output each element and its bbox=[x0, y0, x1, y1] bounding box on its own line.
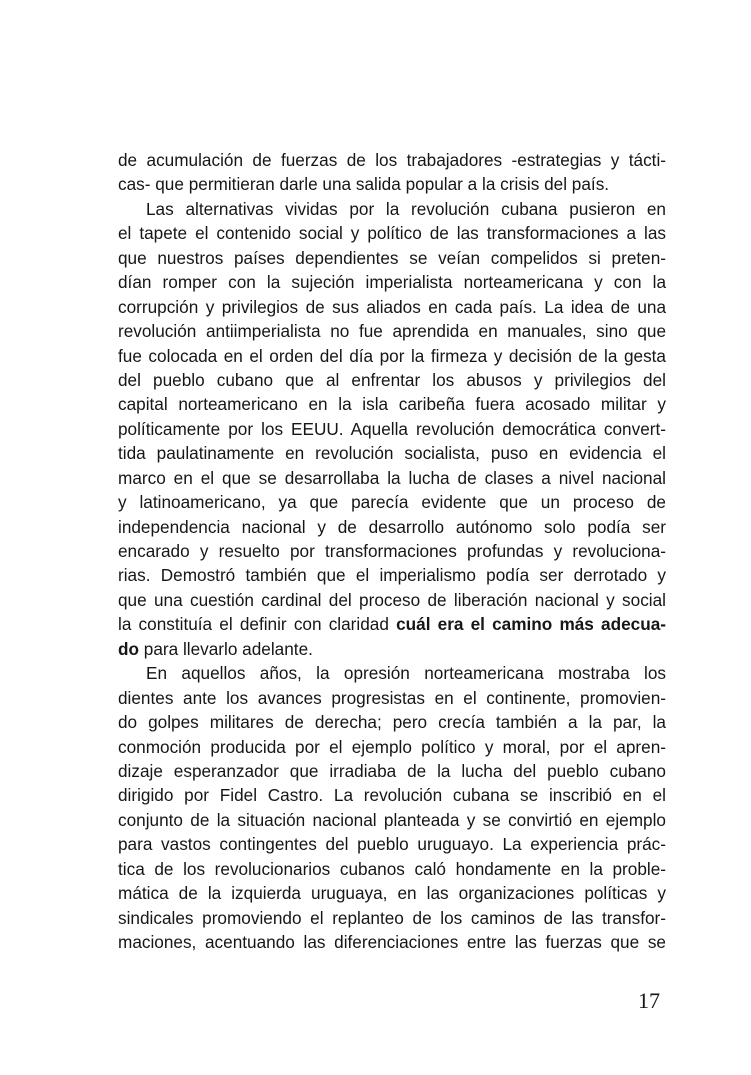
text-line bbox=[118, 930, 666, 954]
text-segment: cas- que permitieran darle una salida popular a la crisis del país. bbox=[118, 174, 610, 195]
text-segment: sindicales promoviendo el replanteo de los caminos de las transfor- bbox=[118, 907, 666, 928]
text-line bbox=[118, 783, 666, 807]
text-line bbox=[118, 246, 666, 270]
text-line bbox=[118, 906, 666, 930]
text-line bbox=[118, 808, 666, 832]
text-segment: tica de los revolucionarios cubanos caló hondamente en la proble- bbox=[118, 858, 666, 879]
text-segment: conmoción producida por el ejemplo político y moral, por el apren- bbox=[118, 736, 666, 757]
text-line bbox=[118, 563, 666, 587]
text-line bbox=[118, 686, 666, 710]
text-segment: para vastos contingentes del pueblo uruguayo. La experiencia prác- bbox=[118, 834, 666, 855]
bold-text: cuál era el camino más adecua- bbox=[396, 614, 666, 635]
text-line bbox=[118, 172, 666, 196]
text-segment: capital norteamericano en la isla caribeña fuera acosado militar y bbox=[118, 394, 666, 415]
text-segment: para llevarlo adelante. bbox=[139, 638, 313, 659]
text-line bbox=[118, 441, 666, 465]
text-line bbox=[118, 759, 666, 783]
text-line bbox=[118, 344, 666, 368]
text-segment: políticamente por los EEUU. Aquella revolución democrática convert- bbox=[118, 418, 666, 439]
text-line bbox=[118, 857, 666, 881]
text-line bbox=[118, 148, 666, 172]
text-line bbox=[118, 515, 666, 539]
text-line bbox=[118, 661, 666, 685]
text-segment: dizaje esperanzador que irradiaba de la lucha del pueblo cubano bbox=[118, 760, 666, 781]
text-line bbox=[118, 710, 666, 734]
body-text bbox=[118, 148, 666, 954]
text-segment: marco en el que se desarrollaba la lucha de clases a nivel nacional bbox=[118, 467, 666, 488]
text-segment: maciones, acentuando las diferenciaciones entre las fuerzas que se bbox=[118, 932, 666, 952]
text-segment: y latinoamericano, ya que parecía evidente que un proceso de bbox=[118, 492, 666, 513]
text-segment: independencia nacional y de desarrollo autónomo solo podía ser bbox=[118, 516, 666, 537]
text-segment: dientes ante los avances progresistas en el continente, promovien- bbox=[118, 687, 666, 708]
text-segment: conjunto de la situación nacional planteada y se convirtió en ejemplo bbox=[118, 809, 666, 830]
text-line bbox=[118, 612, 666, 636]
text-segment: revolución antiimperialista no fue aprendida en manuales, sino que bbox=[118, 321, 666, 342]
text-line bbox=[118, 539, 666, 563]
text-segment: dían romper con la sujeción imperialista norteamericana y con la bbox=[118, 272, 666, 293]
text-line bbox=[118, 637, 666, 661]
text-segment: fue colocada en el orden del día por la firmeza y decisión de la gesta bbox=[118, 345, 666, 366]
text-line bbox=[118, 319, 666, 343]
text-segment: tida paulatinamente en revolución socialista, puso en evidencia el bbox=[118, 443, 666, 464]
text-line bbox=[118, 832, 666, 856]
text-segment: del pueblo cubano que al enfrentar los abusos y privilegios del bbox=[118, 369, 666, 390]
text-line bbox=[118, 735, 666, 759]
text-line bbox=[118, 221, 666, 245]
text-line bbox=[118, 466, 666, 490]
text-segment: mática de la izquierda uruguaya, en las organizaciones políticas y bbox=[118, 883, 666, 904]
text-segment: do golpes militares de derecha; pero crecía también a la par, la bbox=[118, 712, 666, 733]
text-line bbox=[118, 295, 666, 319]
text-line bbox=[118, 368, 666, 392]
text-line bbox=[118, 490, 666, 514]
text-segment: corrupción y privilegios de sus aliados en cada país. La idea de una bbox=[118, 296, 666, 317]
text-line bbox=[118, 588, 666, 612]
text-line bbox=[118, 392, 666, 416]
text-line bbox=[118, 270, 666, 294]
text-line bbox=[118, 881, 666, 905]
text-segment: que una cuestión cardinal del proceso de liberación nacional y social bbox=[118, 589, 666, 610]
text-segment: encarado y resuelto por transformaciones profundas y revoluciona- bbox=[118, 541, 666, 561]
text-segment: que nuestros países dependientes se veían compelidos si preten- bbox=[118, 247, 666, 268]
text-segment: el tapete el contenido social y político de las transformaciones a las bbox=[118, 223, 666, 244]
page-number: 17 bbox=[638, 988, 660, 1013]
text-segment: Las alternativas vividas por la revolución cubana pusieron en bbox=[146, 198, 666, 219]
text-segment: la constituía el definir con claridad bbox=[118, 614, 397, 635]
text-segment: rias. Demostró también que el imperialismo podía ser derrotado y bbox=[118, 565, 666, 586]
bold-text: do bbox=[118, 638, 139, 659]
text-segment: dirigido por Fidel Castro. La revolución cubana se inscribió en el bbox=[118, 785, 666, 806]
text-segment: En aquellos años, la opresión norteamericana mostraba los bbox=[146, 663, 666, 684]
text-line bbox=[118, 197, 666, 221]
text-segment: de acumulación de fuerzas de los trabajadores -estrategias y tácti- bbox=[118, 150, 666, 170]
text-line bbox=[118, 417, 666, 441]
